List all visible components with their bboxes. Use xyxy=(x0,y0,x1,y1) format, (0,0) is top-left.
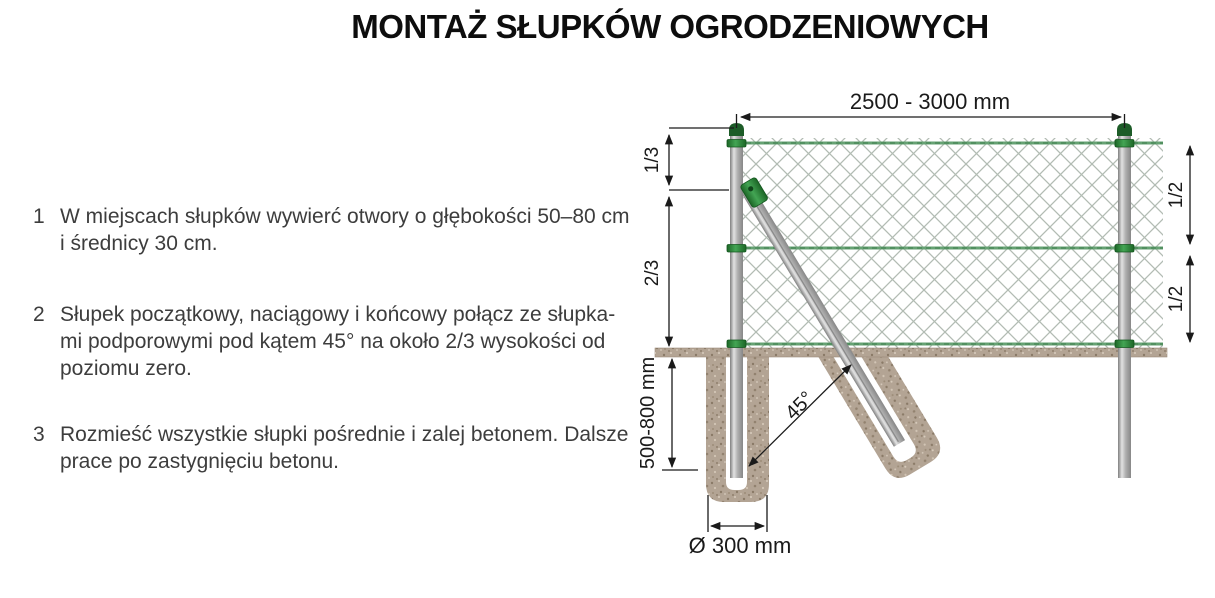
step-number: 2 xyxy=(33,303,45,326)
right-lower-fraction-label: 1/2 xyxy=(1166,285,1187,313)
upper-fraction-label: 1/3 xyxy=(642,146,663,174)
instruction-step-1 xyxy=(33,203,630,257)
post-spacing-label: 2500 - 3000 mm xyxy=(849,89,1011,114)
fence-diagram-svg xyxy=(630,80,1215,593)
step-text: Słupek początkowy, naciągowy i końcowy połącz ze słupka- mi podporowymi pod kątem 45° na około 2/3 wysokości od poziomu zero. xyxy=(60,303,616,380)
fence-installation-diagram xyxy=(630,80,1215,593)
page-title: MONTAŻ SŁUPKÓW OGRODZENIOWYCH xyxy=(351,8,989,45)
lower-fraction-label: 2/3 xyxy=(642,259,663,287)
hole-diameter-label: Ø 300 mm xyxy=(688,533,792,558)
step-text: Rozmieść wszystkie słupki pośrednie i zalej betonem. Dalsze prace po zastygnięciu betonu. xyxy=(60,423,629,473)
step-number: 1 xyxy=(33,205,45,228)
step-text: W miejscach słupków wywierć otwory o głębokości 50–80 cm i średnicy 30 cm. xyxy=(60,205,630,255)
hole-depth-label: 500-800 mm xyxy=(637,356,659,470)
right-upper-fraction-label: 1/2 xyxy=(1166,181,1187,209)
step-number: 3 xyxy=(33,423,45,446)
instruction-step-2 xyxy=(33,301,615,382)
instruction-step-3 xyxy=(33,421,628,475)
chain-link-mesh xyxy=(737,138,1163,348)
brace-angle-label: 45° xyxy=(781,387,819,425)
